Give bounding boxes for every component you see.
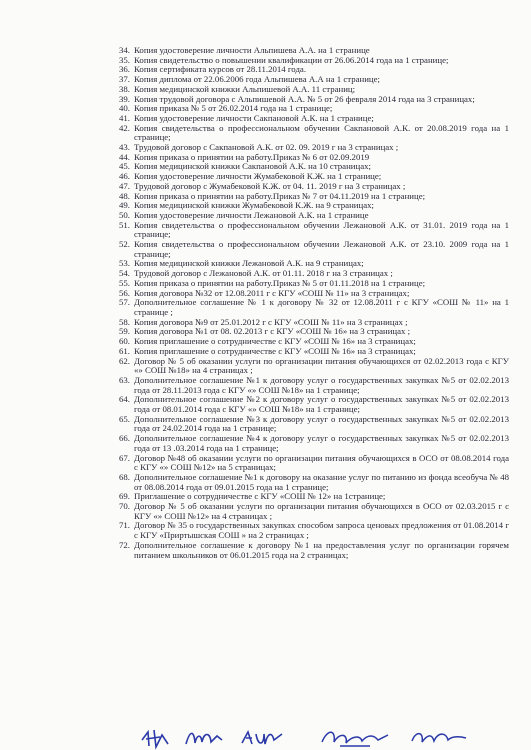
item-number: 52. — [119, 239, 130, 250]
item-text: Копия диплома от 22.06.2006 года Альпишева А.А на 1 странице; — [134, 74, 380, 85]
signature — [410, 726, 468, 750]
item-text: Дополнительное соглашение к договору №1 на предоставления услуг по организации горячем питанием школьников от 06.01.2015 года на 2 страницах; — [134, 539, 509, 560]
item-number: 45. — [119, 161, 130, 172]
list-item — [0, 298, 531, 317]
item-text: Копия приказа о принятии на работу.Приказ № 5 от 01.11.2018 на 1 странице; — [134, 277, 426, 288]
item-number: 65. — [119, 413, 130, 424]
item-text: Копия медицинской книжки Альпишевой А.А. 11 страниц; — [134, 83, 356, 94]
signatures-row — [120, 726, 491, 750]
item-number: 64. — [119, 394, 130, 405]
item-number: 59. — [119, 326, 130, 337]
item-number: 56. — [119, 287, 130, 298]
item-text: Приглашение о сотрудничестве с КГУ «СОШ № 12» на 1странице; — [134, 491, 386, 502]
item-number: 46. — [119, 171, 130, 182]
item-number: 50. — [119, 209, 130, 220]
list-item — [0, 454, 531, 473]
list-item — [0, 221, 531, 240]
item-number: 54. — [119, 268, 130, 279]
item-text: Копия сертификата курсов от 28.11.2014 года. — [134, 64, 307, 75]
item-text: Копия приказа № 5 от 26.02.2014 года на 1 странице; — [134, 103, 333, 114]
item-text: Копия договора №32 от 12.08.2011 г с КГУ «СОШ № 11» на 3 страницах; — [134, 287, 410, 298]
item-text: Копия свидетельства о профессиональном обучении Лежановой А.К. от 31.01. 2019 года на 1 странице; — [134, 219, 509, 240]
list-item — [0, 357, 531, 376]
item-number: 63. — [119, 374, 130, 385]
item-text: Дополнительное соглашение №3 к договору услуг о государственных закупках №5 от 02.02.2013 года от 24.02.2014 года на 1 странице; — [134, 413, 509, 434]
item-number: 55. — [119, 277, 130, 288]
item-number: 48. — [119, 190, 130, 201]
item-number: 36. — [119, 64, 130, 75]
item-number: 43. — [119, 142, 130, 153]
item-number: 44. — [119, 151, 130, 162]
item-text: Трудовой договор с Сакпановой А.К. от 02. 09. 2019 г на 3 страницах ; — [134, 142, 399, 153]
item-text: Копия удостоверение личности Сакпановой А.К. на 1 странице; — [134, 112, 374, 123]
list-item — [0, 473, 531, 492]
list-item — [0, 395, 531, 414]
item-text: Копия договора №9 от 25.01.2012 г с КГУ «СОШ № 11» на 3 страницах ; — [134, 316, 408, 327]
item-number: 69. — [119, 491, 130, 502]
item-number: 61. — [119, 345, 130, 356]
item-text: Копия медицинской книжки Лежановой А.К. на 9 страницах; — [134, 258, 364, 269]
item-text: Копия удостоверение личности Альпишева А.А. на 1 странице — [134, 45, 370, 55]
item-number: 37. — [119, 74, 130, 85]
item-text: Копия приказа о принятии на работу.Приказ № 7 от 04.11.2019 на 1 странице; — [134, 190, 426, 201]
list-item — [0, 240, 531, 259]
item-number: 53. — [119, 258, 130, 269]
item-text: Дополнительное соглашение №1 к договору услуг о государственных закупках №5 от 02.02.2013 года от 28.11.2013 года с КГУ «» СОШ №18» на 1 странице; — [134, 374, 509, 395]
item-number: 62. — [119, 355, 130, 366]
item-text: Копия медицинской книжки Сакпановой А.К. на 10 страницах; — [134, 161, 371, 172]
list-item — [0, 541, 531, 560]
item-text: Дополнительное соглашение №4 к договору услуг о государственных закупках №5 от 02.02.2013 года от 13 .03.2014 года на 1 странице; — [134, 433, 509, 453]
list-item — [0, 434, 531, 453]
item-text: Договор № 35 о государственных закупках способом запроса ценовых предложения от 01.08.2014 г с КГУ «Приртышская СОШ » на 2 страницах ; — [134, 520, 509, 541]
item-text: Копия приглашение о сотрудничестве с КГУ «СОШ № 16» на 3 страницах; — [134, 336, 416, 347]
item-text: Копия приказа о принятии на работу.Приказ № 6 от 02.09.2019 — [134, 151, 370, 162]
item-text: Дополнительное соглашение № 1 к договору № 32 от 12.08.2011 г с КГУ «СОШ № 11» на 1 странице ; — [134, 297, 509, 317]
item-text: Дополнительное соглашение №1 к договору на оказание услуг по питанию из фонда всеобуча № 48 от 08.08.2014 года от 09.01.2015 года на 1 странице; — [134, 471, 509, 492]
item-number: 34. — [119, 45, 130, 55]
document-list — [0, 46, 531, 560]
item-number: 71. — [119, 520, 130, 531]
signature — [320, 726, 390, 750]
item-number: 66. — [119, 433, 130, 444]
item-number: 49. — [119, 200, 130, 211]
item-text: Трудовой договор с Лежановой А.К. от 01.11. 2018 г на 3 страницах ; — [134, 268, 393, 279]
item-number: 41. — [119, 112, 130, 123]
item-number: 40. — [119, 103, 130, 114]
list-item — [0, 502, 531, 521]
item-number: 72. — [119, 539, 130, 550]
item-text: Копия трудовой договора с Альпишевой А.А. № 5 от 26 февраля 2014 года на 3 страницах; — [134, 93, 475, 104]
item-text: Копия удостоверение личности Лежановой А.К. на 1 странице — [134, 209, 369, 220]
list-item — [0, 521, 531, 540]
item-text: Копия удостоверение личности Жумабековой К.Ж. на 1 странице; — [134, 171, 382, 182]
item-text: Договор № 5 об оказании услуги по организации питания обучающихся в ОСО от 02.03.2015 г с КГУ «» СОШ №12» на 4 страницах ; — [134, 501, 509, 521]
item-text: Копия свидетельство о повышении квалификации от 26.06.2014 года на 1 странице; — [134, 54, 449, 65]
list-item — [0, 415, 531, 434]
list-item — [0, 376, 531, 395]
item-number: 35. — [119, 54, 130, 65]
item-number: 38. — [119, 83, 130, 94]
item-number: 60. — [119, 336, 130, 347]
item-number: 70. — [119, 501, 130, 512]
item-text: Договор №48 об оказании услуги по организации питания обучающихся в ОСО от 08.08.2014 года с КГУ «» СОШ №12» на 5 страницах; — [134, 452, 509, 473]
signature — [184, 726, 224, 750]
item-text: Копия договора №1 от 08. 02.2013 г с КГУ «СОШ № 16» на 3 страницах ; — [134, 326, 411, 337]
item-number: 58. — [119, 316, 130, 327]
item-number: 67. — [119, 452, 130, 463]
item-number: 47. — [119, 180, 130, 191]
item-text: Дополнительное соглашение №2 к договору услуг о государственных закупках №5 от 02.02.2013 года от 08.01.2014 года с КГУ «» СОШ №18» на 1 странице; — [134, 394, 509, 415]
item-text: Копия приглашение о сотрудничестве с КГУ «СОШ № 16» на 3 страницах; — [134, 345, 416, 356]
item-text: Договор № 5 об оказании услуги по организации питания обучающихся от 02.02.2013 года с КГУ «» СОШ №18» на 4 страницах ; — [134, 355, 509, 376]
item-number: 68. — [119, 471, 130, 482]
item-text: Копия медицинской книжки Жумабековой К.Ж. на 9 страницах; — [134, 200, 374, 211]
list-item — [0, 124, 531, 143]
item-text: Копия свидетельства о профессиональном обучении Сакпановой А.К. от 20.08.2019 года на 1 странице; — [134, 122, 509, 143]
signature — [240, 726, 284, 750]
item-text: Трудовой договор с Жумабековой К.Ж. от 04. 11. 2019 г на 3 страницах ; — [134, 180, 406, 191]
item-number: 57. — [119, 297, 130, 308]
item-number: 42. — [119, 122, 130, 133]
signature — [140, 726, 172, 750]
item-text: Копия свидетельства о профессиональном обучении Лежановой А.К. от 23.10. 2009 года на 1 странице; — [134, 239, 509, 259]
item-number: 39. — [119, 93, 130, 104]
item-number: 51. — [119, 219, 130, 230]
